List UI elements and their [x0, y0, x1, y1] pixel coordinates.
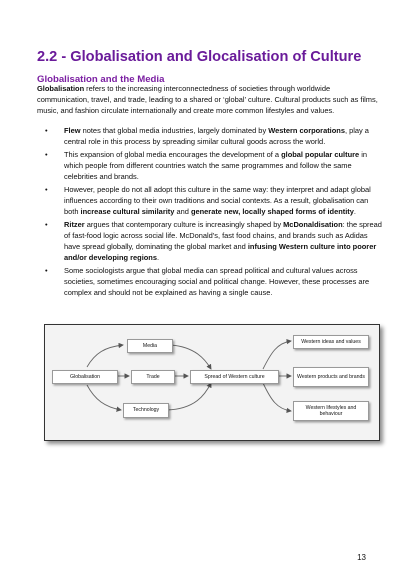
arrow-media-spread [171, 345, 211, 369]
page-heading: 2.2 - Globalisation and Glocalisation of Culture [37, 49, 362, 65]
bullet-text: However, people do not all adopt this culture in the same way: they interpret and adapt global influences according to their own traditions and social contexts. As a result, globalisation can both [64, 185, 371, 217]
arrow-spread-ideas [263, 341, 291, 369]
bullet-bold-text: McDonaldisation [283, 220, 343, 230]
bullet-bold-text: Ritzer [64, 220, 85, 230]
bullet-item [37, 150, 382, 183]
bullet-text: . [156, 253, 160, 263]
arrow-globalisation-media [87, 345, 123, 367]
bullet-bold-text: Flew [64, 126, 81, 135]
arrow-technology-spread [167, 383, 211, 410]
bullet-text: and [174, 207, 191, 217]
bullet-bold-text: global popular culture [281, 150, 360, 160]
box-western-lifestyles: Western lifestyles and behaviour [293, 401, 369, 421]
bullet-text: in which people from different countries watch the same programmes and follow the same celebrities and brands. [64, 150, 368, 182]
bullet-marker: • [45, 185, 48, 195]
box-western-ideas: Western ideas and values [293, 335, 369, 349]
bullet-marker: • [45, 150, 48, 160]
intro-term: Globalisation [37, 84, 85, 93]
bullet-marker: • [45, 266, 48, 276]
bullet-bold-text: Western corporations [268, 126, 345, 135]
bullet-marker: • [45, 126, 48, 135]
arrow-globalisation-technology [87, 385, 121, 410]
box-trade: Trade [131, 370, 175, 384]
box-western-products: Western products and brands [293, 367, 369, 387]
bullet-marker: • [45, 220, 48, 230]
intro-text: refers to the increasing interconnectedness of societies through worldwide communication, travel, and trade, leading to a shared or ‘global’ culture. Cultural products such as films, music, and fashion circulate internationally and create more common lifestyles and values. [37, 84, 378, 115]
bullet-text: . [353, 207, 356, 217]
box-spread-western-culture: Spread of Western culture [190, 370, 279, 384]
bullet-item [37, 220, 382, 264]
bullet-text: , play a central role in this process by spreading similar cultural goods across the world. [64, 126, 369, 146]
globalisation-diagram [44, 324, 380, 441]
bullet-bold-text: increase cultural similarity [80, 207, 175, 217]
bullet-text: argues that contemporary culture is increasingly shaped by [84, 220, 284, 230]
bullet-list [37, 126, 382, 302]
bullet-text: This expansion of global media encourages the development of a [64, 150, 282, 160]
bullet-bold-text: infusing Western culture into poorer and/or developing regions [64, 242, 377, 263]
box-media: Media [127, 339, 173, 353]
bullet-bold-text: generate new, locally shaped forms of identity [190, 207, 354, 217]
bullet-text: : the spread of fast-food logic across social life. McDonald's, fast food chains, and brands such as Adidas have spread globally, dominating the global market and [64, 220, 382, 252]
arrow-spread-lifestyles [263, 383, 291, 411]
bullet-text: Some sociologists argue that global media can spread political and cultural values across societies, sometimes encouraging social and political change. However, these processes are complex and should not be explained as having a single cause. [64, 266, 370, 298]
section-subheading: Globalisation and the Media [37, 74, 165, 85]
bullet-item [37, 185, 382, 218]
intro-paragraph [37, 84, 382, 117]
page-number: 13 [357, 553, 366, 562]
box-technology: Technology [123, 403, 169, 418]
box-globalisation: Globalisation [52, 370, 118, 384]
bullet-item [37, 126, 382, 148]
bullet-text: notes that global media industries, largely dominated by [80, 126, 269, 135]
bullet-item [37, 266, 382, 299]
